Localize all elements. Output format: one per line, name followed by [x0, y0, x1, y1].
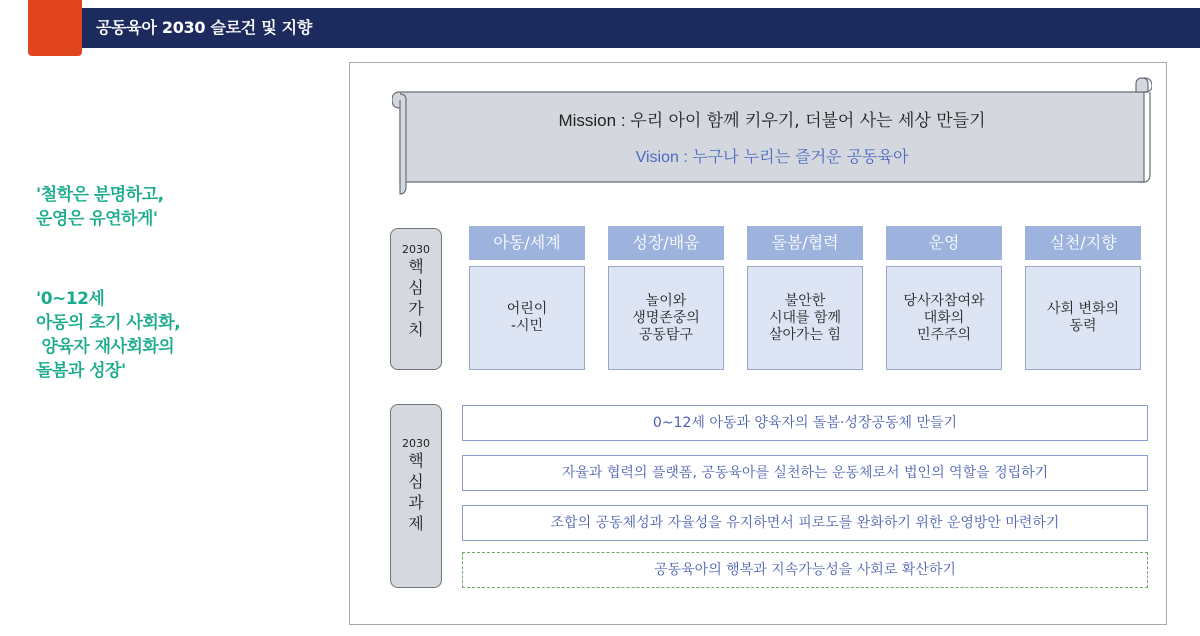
vision-label: Vision : — [635, 149, 693, 166]
value-header-care-cooperation: 돌봄/협력 — [747, 226, 863, 260]
core-values-char: 핵 — [408, 257, 424, 276]
core-values-char: 가 — [408, 299, 424, 318]
mission-statement — [392, 106, 1152, 131]
core-tasks-year: 2030 — [402, 437, 430, 450]
mission-text: 우리 아이 함께 키우기, 더불어 사는 세상 만들기 — [630, 111, 986, 131]
core-tasks-char: 핵 — [408, 451, 424, 470]
value-box-child-world: 어린이 -시민 — [469, 266, 585, 370]
value-box-practice: 사회 변화의 동력 — [1025, 266, 1141, 370]
core-task-item: 공동육아의 행복과 지속가능성을 사회로 확산하기 — [462, 552, 1148, 588]
value-header-practice: 실천/지향 — [1025, 226, 1141, 260]
age-range-quote: '0~12세 아동의 초기 사회화, 양육자 재사회화의 돌봄과 성장' — [36, 289, 181, 381]
page-title: 공동육아 2030 슬로건 및 지향 — [96, 18, 312, 37]
scroll-banner-graphic — [392, 76, 1152, 196]
core-values-char: 심 — [408, 278, 424, 297]
vision-statement — [392, 144, 1152, 167]
value-box-operation: 당사자참여와 대화의 민주주의 — [886, 266, 1002, 370]
core-values-label — [390, 228, 442, 370]
core-values-char: 치 — [408, 320, 424, 339]
core-task-item: 자율과 협력의 플랫폼, 공동육아를 실천하는 운동체로서 법인의 역할을 정립하기 — [462, 455, 1148, 491]
value-header-growth-learning: 성장/배움 — [608, 226, 724, 260]
core-tasks-char: 심 — [408, 472, 424, 491]
core-tasks-label — [390, 404, 442, 588]
philosophy-quote: '철학은 분명하고, 운영은 유연하게' — [36, 185, 164, 229]
mission-vision-scroll — [392, 76, 1152, 196]
core-values-year: 2030 — [402, 243, 430, 256]
value-box-growth-learning: 놀이와 생명존중의 공동탐구 — [608, 266, 724, 370]
core-task-item: 0~12세 아동과 양육자의 돌봄·성장공동체 만들기 — [462, 405, 1148, 441]
core-task-item: 조합의 공동체성과 자율성을 유지하면서 피로도를 완화하기 위한 운영방안 마련하기 — [462, 505, 1148, 541]
value-box-care-cooperation: 불안한 시대를 함께 살아가는 힘 — [747, 266, 863, 370]
core-tasks-char: 제 — [408, 514, 424, 533]
value-header-child-world: 아동/세계 — [469, 226, 585, 260]
mission-label: Mission : — [558, 111, 631, 130]
header-accent-tab — [28, 0, 82, 56]
value-header-operation: 운영 — [886, 226, 1002, 260]
core-tasks-char: 과 — [408, 493, 424, 512]
header-bar — [0, 0, 1200, 50]
vision-text: 누구나 누리는 즐거운 공동육아 — [692, 147, 909, 166]
